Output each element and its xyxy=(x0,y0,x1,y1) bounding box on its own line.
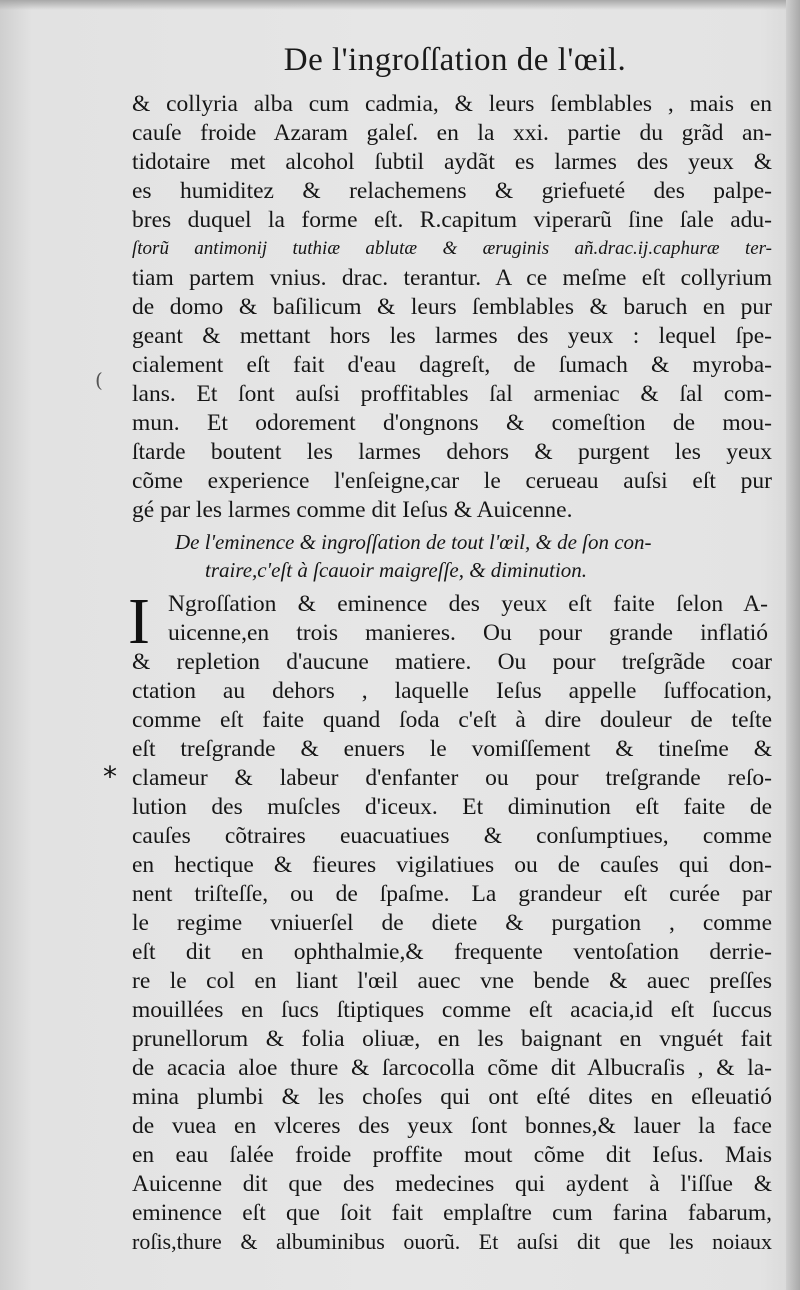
section-heading-line: De l'eminence & ingroſſation de tout l'œil, & de ſon con- xyxy=(175,530,652,554)
text-line: & collyria alba cum cadmia, & leurs ſemblables , mais en xyxy=(132,91,772,117)
text-line: nent triſteſſe, ou de ſpaſme. La grandeur eſt curée par xyxy=(132,881,772,907)
text-line: mun. Et odorement d'ongnons & comeſtion de mou- xyxy=(132,410,772,436)
text-line: mina plumbi & les choſes qui ont eſté dites en eſleuatió xyxy=(132,1084,772,1110)
text-line: cõme experience l'enſeigne,car le cerueau auſsi eſt pur xyxy=(132,468,772,494)
text-line: ſtarde boutent les larmes dehors & purgent les yeux xyxy=(132,439,772,465)
drop-capital: I xyxy=(128,585,150,658)
text-line: es humiditez & relachemens & griefueté des palpe- xyxy=(132,178,772,204)
text-line: ſtorũ antimonij tuthiæ ablutæ & æruginis añ.drac.ij.caphuræ ter- xyxy=(132,238,772,259)
text-line: cialement eſt fait d'eau dagreſt, de ſumach & myroba- xyxy=(132,352,772,378)
margin-asterisk: * xyxy=(103,760,117,793)
text-line: prunellorum & folia oliuæ, en les baignant en vnguét fait xyxy=(132,1026,772,1052)
text-line: de domo & baſilicum & leurs ſemblables & baruch en pur xyxy=(132,294,772,320)
text-line: bres duquel la forme eſt. R.capitum viperarũ ſine ſale adu- xyxy=(132,207,772,233)
text-line: ctation au dehors , laquelle Ieſus appelle ſuffocation, xyxy=(132,678,772,704)
text-line: Auicenne dit que des medecines qui aydent à l'iſſue & xyxy=(132,1171,772,1197)
text-line: & repletion d'aucune matiere. Ou pour treſgrãde coar xyxy=(132,649,772,675)
text-line: en eau ſalée froide proffite mout cõme dit Ieſus. Mais xyxy=(132,1142,772,1168)
text-line: roſis,thure & albuminibus ouorũ. Et auſsi dit que les noiaux xyxy=(132,1229,772,1254)
text-line: gé par les larmes comme dit Ieſus & Auicenne. xyxy=(132,497,573,523)
text-line: eſt treſgrande & enuers le vomiſſement & tineſme & xyxy=(132,736,772,762)
text-line: lution des muſcles d'iceux. Et diminution eſt faite de xyxy=(132,794,772,820)
text-line: cauſe froide Azaram galeſ. en la xxi. partie du grãd an- xyxy=(132,120,772,146)
text-line: geant & mettant hors les larmes des yeux : lequel ſpe- xyxy=(132,323,772,349)
page-top-shadow xyxy=(0,0,800,10)
text-line: eſt dit en ophthalmie,& frequente ventoſation derrie- xyxy=(132,939,772,965)
text-line: le regime vniuerſel de diete & purgation , comme xyxy=(132,910,772,936)
text-line: clameur & labeur d'enfanter ou pour treſgrande reſo- xyxy=(132,765,772,791)
text-line: lans. Et ſont auſsi proffitables ſal armeniac & ſal com- xyxy=(132,381,772,407)
text-line: de vuea en vlceres des yeux ſont bonnes,& lauer la face xyxy=(132,1113,772,1139)
text-line: en hectique & fieures vigilatiues ou de cauſes qui don- xyxy=(132,852,772,878)
section-heading-line: traire,c'eſt à ſcauoir maigreſſe, & diminution. xyxy=(205,558,588,582)
margin-mark: ( xyxy=(95,368,103,392)
text-line: mouillées en ſucs ſtiptiques comme eſt acacia,id eſt ſuccus xyxy=(132,997,772,1023)
page-right-edge xyxy=(786,0,800,1290)
text-line: eminence eſt que ſoit fait emplaſtre cum farina fabarum, xyxy=(132,1200,772,1226)
text-line: Ngroſſation & eminence des yeux eſt faite ſelon A- xyxy=(168,591,768,617)
text-line: re le col en liant l'œil auec vne bende & auec preſſes xyxy=(132,968,772,994)
text-line: comme eſt faite quand ſoda c'eſt à dire douleur de teſte xyxy=(132,707,772,733)
text-line: tidotaire met alcohol ſubtil aydãt es larmes des yeux & xyxy=(132,149,772,175)
text-line: tiam partem vnius. drac. terantur. A ce meſme eſt collyrium xyxy=(132,265,772,291)
text-line: uicenne,en trois manieres. Ou pour grande inflatió xyxy=(168,620,768,646)
text-line: de acacia aloe thure & ſarcocolla cõme dit Albucraſis , & la- xyxy=(132,1055,772,1081)
running-head: De l'ingroſſation de l'œil. xyxy=(283,42,627,78)
text-line: cauſes cõtraires euacuatiues & conſumptiues, comme xyxy=(132,823,772,849)
